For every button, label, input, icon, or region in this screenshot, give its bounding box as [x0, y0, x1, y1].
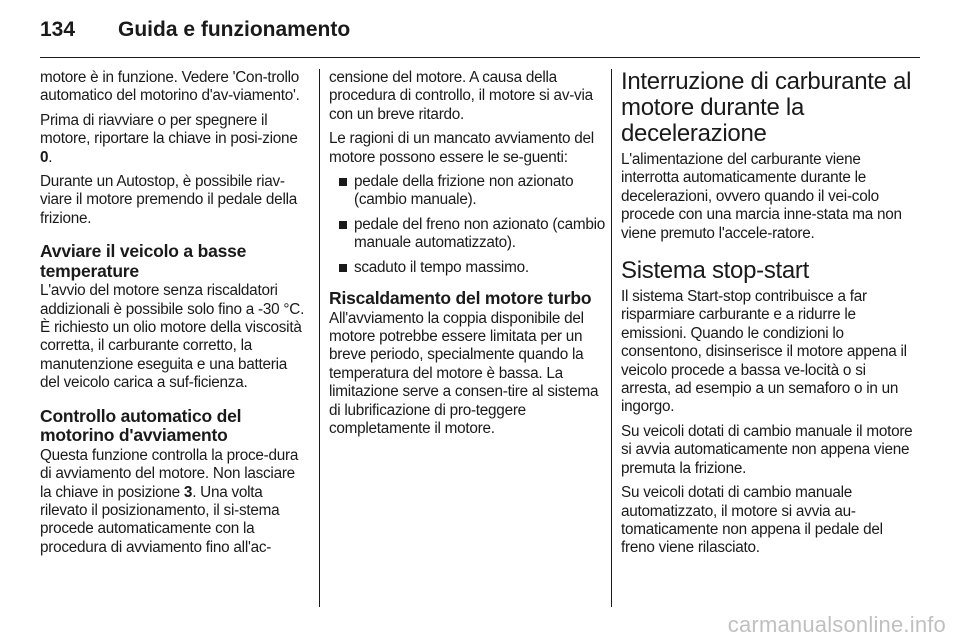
- key-position-0: 0: [40, 148, 49, 166]
- list-item: pedale del freno non azionato (cambio manuale automatizzato).: [329, 216, 607, 253]
- list-item: scaduto il tempo massimo.: [329, 259, 607, 277]
- bullet-square-icon: [339, 178, 347, 186]
- paragraph-auto-starter: Questa funzione controlla la proce-dura di avviamento del motore. Non lasciare la chiave in posizione 3. Una volta rilevato il posizionamento, il si-stema procede automaticamente con la procedura di avviamento fino all'ac-: [40, 446, 299, 556]
- column-2: [329, 69, 607, 444]
- column-divider-1: [319, 69, 320, 607]
- column-1: [40, 69, 308, 563]
- start-failure-list: [329, 173, 607, 277]
- heading-auto-starter: Controllo automatico del motorino d'avviamento: [40, 405, 242, 446]
- paragraph-fuel-cutoff: L'alimentazione del carburante viene interrotta automaticamente durante le decelerazioni, ovvero quando il vei-colo procede con una marcia inne-stata ma non viene premuto l'accele-ratore.: [621, 151, 902, 242]
- paragraph-stop-start-intro: Il sistema Start-stop contribuisce a far risparmiare carburante e a ridurre le emissioni. Quando le condizioni lo consentono, disinserisce il motore appena il veicolo procede a bassa ve-locità o si arresta, ad esempio a un semaforo o in un ingorgo.: [621, 288, 907, 416]
- key-position-3: 3: [183, 483, 193, 501]
- column-divider-2: [611, 69, 612, 607]
- paragraph-cold-start: L'avvio del motore senza riscaldatori addizionali è possibile solo fino a -30 °C. È richiesto un olio motore della viscosità corretta, il carburante corretto, la manutenzione eseguita e una batteria del veicolo carica a suf-ficienza.: [40, 282, 305, 392]
- heading-turbo-warmup: Riscaldamento del motore turbo: [329, 288, 592, 309]
- heading-cold-start: Avviare il veicolo a basse temperature: [40, 241, 247, 281]
- paragraph-start-failure: Le ragioni di un mancato avviamento del motore possono essere le se-guenti:: [329, 130, 594, 166]
- paragraph-stop-start-automated: Su veicoli dotati di cambio manuale automatizzato, il motore si avvia au-tomaticamente non appena il pedale del freno viene rilasciato.: [621, 484, 883, 557]
- paragraph-continuation: motore è in funzione. Vedere 'Con-trollo automatico del motorino d'av-viamento'.: [40, 69, 300, 105]
- page-number: 134: [40, 18, 76, 41]
- bullet-square-icon: [339, 264, 347, 272]
- paragraph-key-position: Prima di riavviare o per spegnere il motore, riportare la chiave in posi-zione 0.: [40, 111, 298, 166]
- column-3: [621, 69, 913, 564]
- list-item: pedale della frizione non azionato (cambio manuale).: [329, 173, 607, 210]
- paragraph-turbo-warmup: All'avviamento la coppia disponibile del motore potrebbe essere limitata per un breve periodo, specialmente quando la temperatura del motore è bassa. La limitazione serve a consen-tire al sistema di lubrificazione di pro-teggere completamente il motore.: [329, 309, 599, 437]
- bullet-square-icon: [339, 221, 347, 229]
- header-divider: [40, 57, 920, 58]
- paragraph-continuation: censione del motore. A causa della procedura di controllo, il motore si av-via con un breve ritardo.: [329, 69, 593, 123]
- chapter-title: Guida e funzionamento: [118, 18, 351, 41]
- heading-fuel-cutoff: Interruzione di carburante al motore durante la decelerazione: [621, 68, 912, 147]
- watermark: carmanualsonline.info: [727, 612, 946, 637]
- page-header: [40, 18, 350, 42]
- heading-stop-start: Sistema stop-start: [621, 257, 809, 285]
- paragraph-autostop: Durante un Autostop, è possibile riav-viare il motore premendo il pedale della frizione.: [40, 173, 297, 227]
- paragraph-stop-start-manual: Su veicoli dotati di cambio manuale il motore si avvia automaticamente non appena viene premuta la frizione.: [621, 422, 913, 477]
